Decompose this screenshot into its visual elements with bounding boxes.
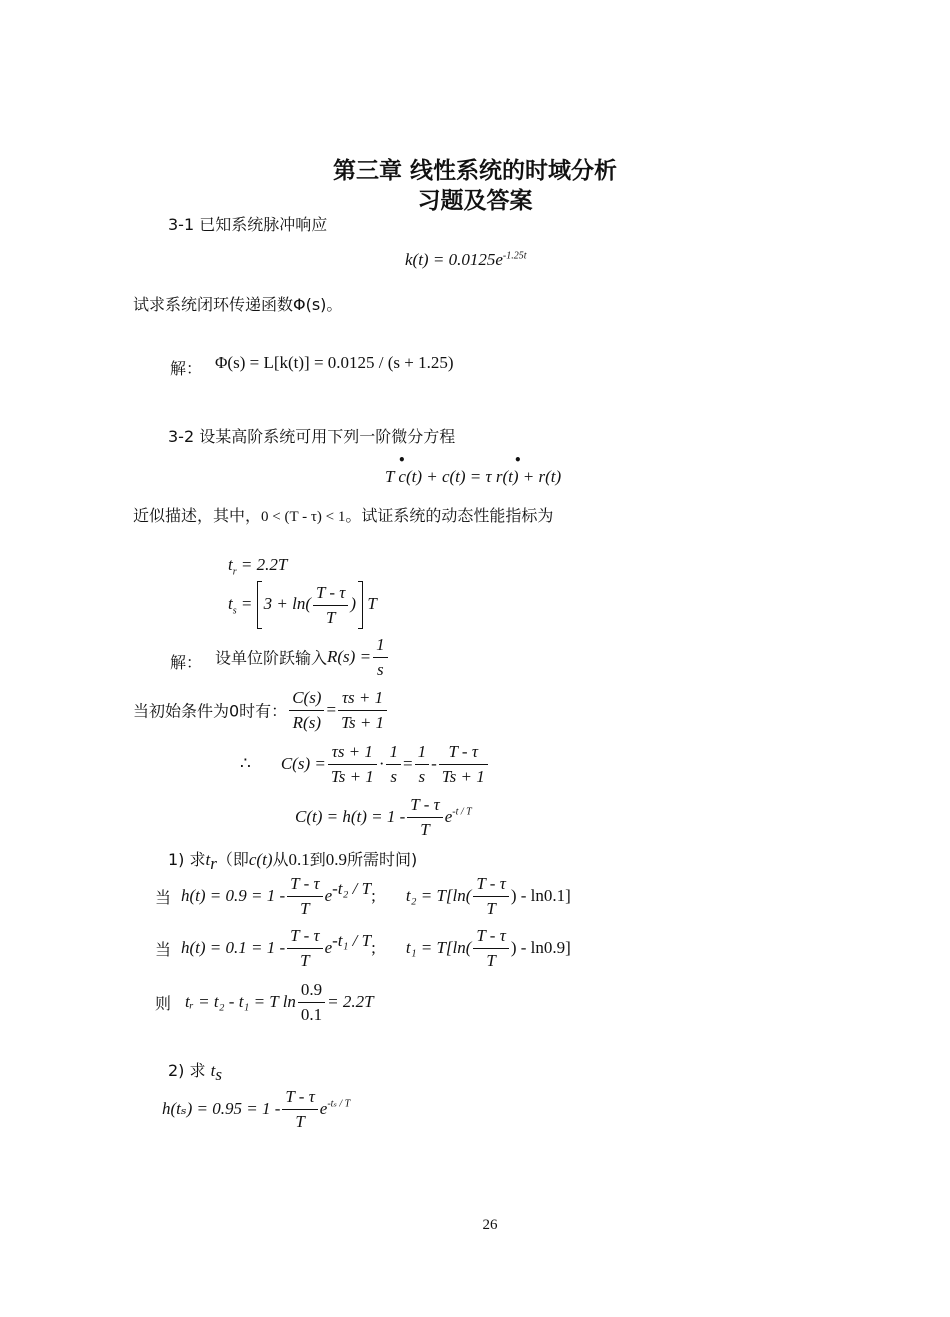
derivative-dot: • (398, 453, 406, 467)
diff-equation: T c(t) + c(t) = τ r(t) + r(t) (385, 467, 562, 486)
impulse-response-eq: $k(t) = 0.0125e^{-1.25t}$ (405, 250, 527, 269)
transfer-function: 当初始条件为0时有： $\frac{C(s)}{R(s)}$ = $\frac{\tau s + 1}{Ts + 1}$ (133, 688, 389, 732)
solution-label: 解： (170, 359, 203, 378)
tr-result-row: 则 tᵣ = t₂ - t₁ = T ln $\frac{0.9}{0.1}$ = 2.2T (155, 980, 374, 1024)
h-0.1-row: 当 h(t) = 0.1 = 1 - $\frac{T - \tau}{T}$ $e^{-t_1 / T}$; t₁ = T[ln( $\frac{T - \tau}{T}$ ) - ln0.9] (155, 926, 571, 970)
C-s-expansion: ∴ C(s) = $\frac{\tau s + 1}{Ts + 1}$ · $\frac{1}{s}$ = $\frac{1}{s}$ - $\frac{T - \tau}{Ts + 1}$ (240, 742, 490, 786)
page-subtitle: 习题及答案 (417, 188, 533, 214)
problem-3-2-label: 3-2 设某高阶系统可用下列一阶微分方程 (168, 427, 456, 446)
solution-label: 解： (170, 653, 203, 672)
problem-3-2-desc: 近似描述，其中，0 < (T - τ) < 1。试证系统的动态性能指标为 (133, 506, 554, 525)
C-t-expression: C(t) = h(t) = 1 - $\frac{T - \tau}{T}$ $e^{-t / T}$ (295, 795, 472, 839)
h-0.9-row: 当 h(t) = 0.9 = 1 - $\frac{T - \tau}{T}$ $e^{-t_2 / T}$; t₂ = T[ln( $\frac{T - \tau}{T}$ ) - ln0.1] (155, 874, 571, 918)
step-2-heading: 2) 求 $t_s$ (168, 1061, 222, 1085)
step-1-heading: 1) 求$t_r$（即c(t)从0.1到0.9所需时间) (168, 850, 418, 874)
page-title: 第三章 线性系统的时域分析 (332, 158, 617, 184)
solution-3-1-eq: Φ(s) = L[k(t)] = 0.0125 / (s + 1.25) (215, 353, 454, 372)
tr-formula: $t_r = 2.2T$ (228, 555, 288, 578)
ts-formula: $t_s = 3 + \ln$( $\frac{T - \tau}{T}$ ) T (228, 581, 377, 629)
derivative-dot: • (514, 453, 522, 467)
problem-3-1-label: 3-1 已知系统脉冲响应 (168, 215, 328, 234)
unit-step-input: 设单位阶跃输入R(s) = $\frac{1}{s}$ (215, 635, 390, 679)
h-ts-row: h(tₛ) = 0.95 = 1 - $\frac{T - \tau}{T}$ $e^{-t_s / T}$ (162, 1087, 351, 1131)
problem-3-1-question: 试求系统闭环传递函数Φ(s)。 (133, 295, 343, 314)
page-number: 26 (482, 1217, 498, 1233)
